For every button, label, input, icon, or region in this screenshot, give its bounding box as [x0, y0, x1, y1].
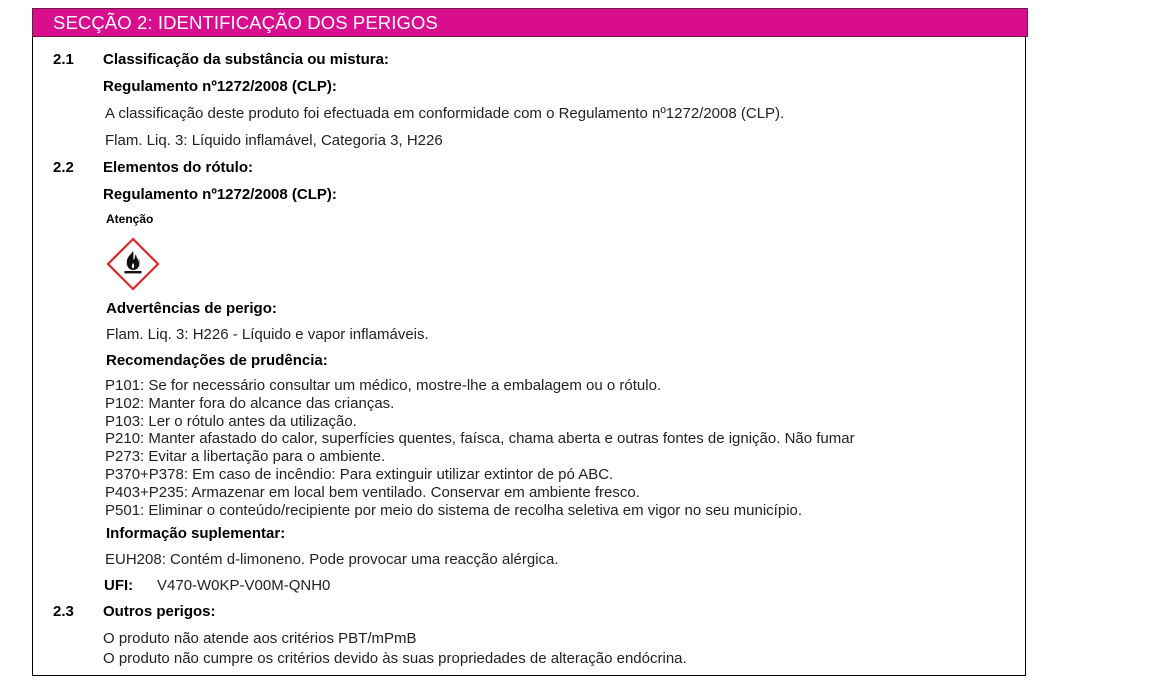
- subsection-number-2-2: 2.2: [53, 159, 74, 176]
- precautionary-statements-heading: Recomendações de prudência:: [106, 352, 328, 369]
- precaution-item: P102: Manter fora do alcance das crianças.: [105, 394, 395, 412]
- hazard-statement: Flam. Liq. 3: H226 - Líquido e vapor inflamáveis.: [106, 326, 429, 343]
- precaution-item: P501: Eliminar o conteúdo/recipiente por meio do sistema de recolha seletiva em vigor no seu município.: [105, 501, 803, 519]
- regulation-heading-2-2: Regulamento nº1272/2008 (CLP):: [103, 186, 337, 203]
- precaution-item: P103: Ler o rótulo antes da utilização.: [105, 412, 357, 430]
- ufi-label: UFI:: [104, 577, 134, 594]
- flame-icon: [106, 237, 160, 291]
- hazard-statements-heading: Advertências de perigo:: [106, 300, 277, 317]
- section-header: SECÇÃO 2: IDENTIFICAÇÃO DOS PERIGOS: [32, 8, 1028, 37]
- subsection-title-2-1: Classificação da substância ou mistura:: [103, 51, 389, 68]
- ufi-value: V470-W0KP-V00M-QNH0: [157, 577, 331, 594]
- subsection-title-2-2: Elementos do rótulo:: [103, 159, 253, 176]
- other-hazards-endocrine: O produto não cumpre os critérios devido às suas propriedades de alteração endócrina.: [103, 650, 687, 667]
- precaution-item: P273: Evitar a libertação para o ambiente.: [105, 448, 386, 466]
- classification-text: A classificação deste produto foi efectuada em conformidade com o Regulamento nº1272/2008 (CLP).: [105, 105, 785, 122]
- supplementary-info-heading: Informação suplementar:: [106, 525, 286, 542]
- subsection-number-2-3: 2.3: [53, 603, 74, 620]
- classification-category: Flam. Liq. 3: Líquido inflamável, Categoria 3, H226: [105, 132, 443, 149]
- precaution-item: P403+P235: Armazenar em local bem ventilado. Conservar em ambiente fresco.: [105, 483, 640, 501]
- subsection-title-2-3: Outros perigos:: [103, 603, 216, 620]
- precautionary-statements-list: [105, 377, 855, 519]
- supplementary-info: EUH208: Contém d-limoneno. Pode provocar uma reacção alérgica.: [105, 551, 559, 568]
- signal-word: Atenção: [106, 212, 154, 226]
- regulation-heading-2-1: Regulamento nº1272/2008 (CLP):: [103, 78, 337, 95]
- precaution-item: P101: Se for necessário consultar um médico, mostre-lhe a embalagem ou o rótulo.: [105, 377, 662, 394]
- precaution-item: P210: Manter afastado do calor, superfícies quentes, faísca, chama aberta e outras fontes de ignição. Não fumar: [105, 430, 855, 448]
- subsection-number-2-1: 2.1: [53, 51, 74, 68]
- other-hazards-pbt: O produto não atende aos critérios PBT/mPmB: [103, 630, 417, 647]
- precaution-item: P370+P378: Em caso de incêndio: Para extinguir utilizar extintor de pó ABC.: [105, 465, 614, 483]
